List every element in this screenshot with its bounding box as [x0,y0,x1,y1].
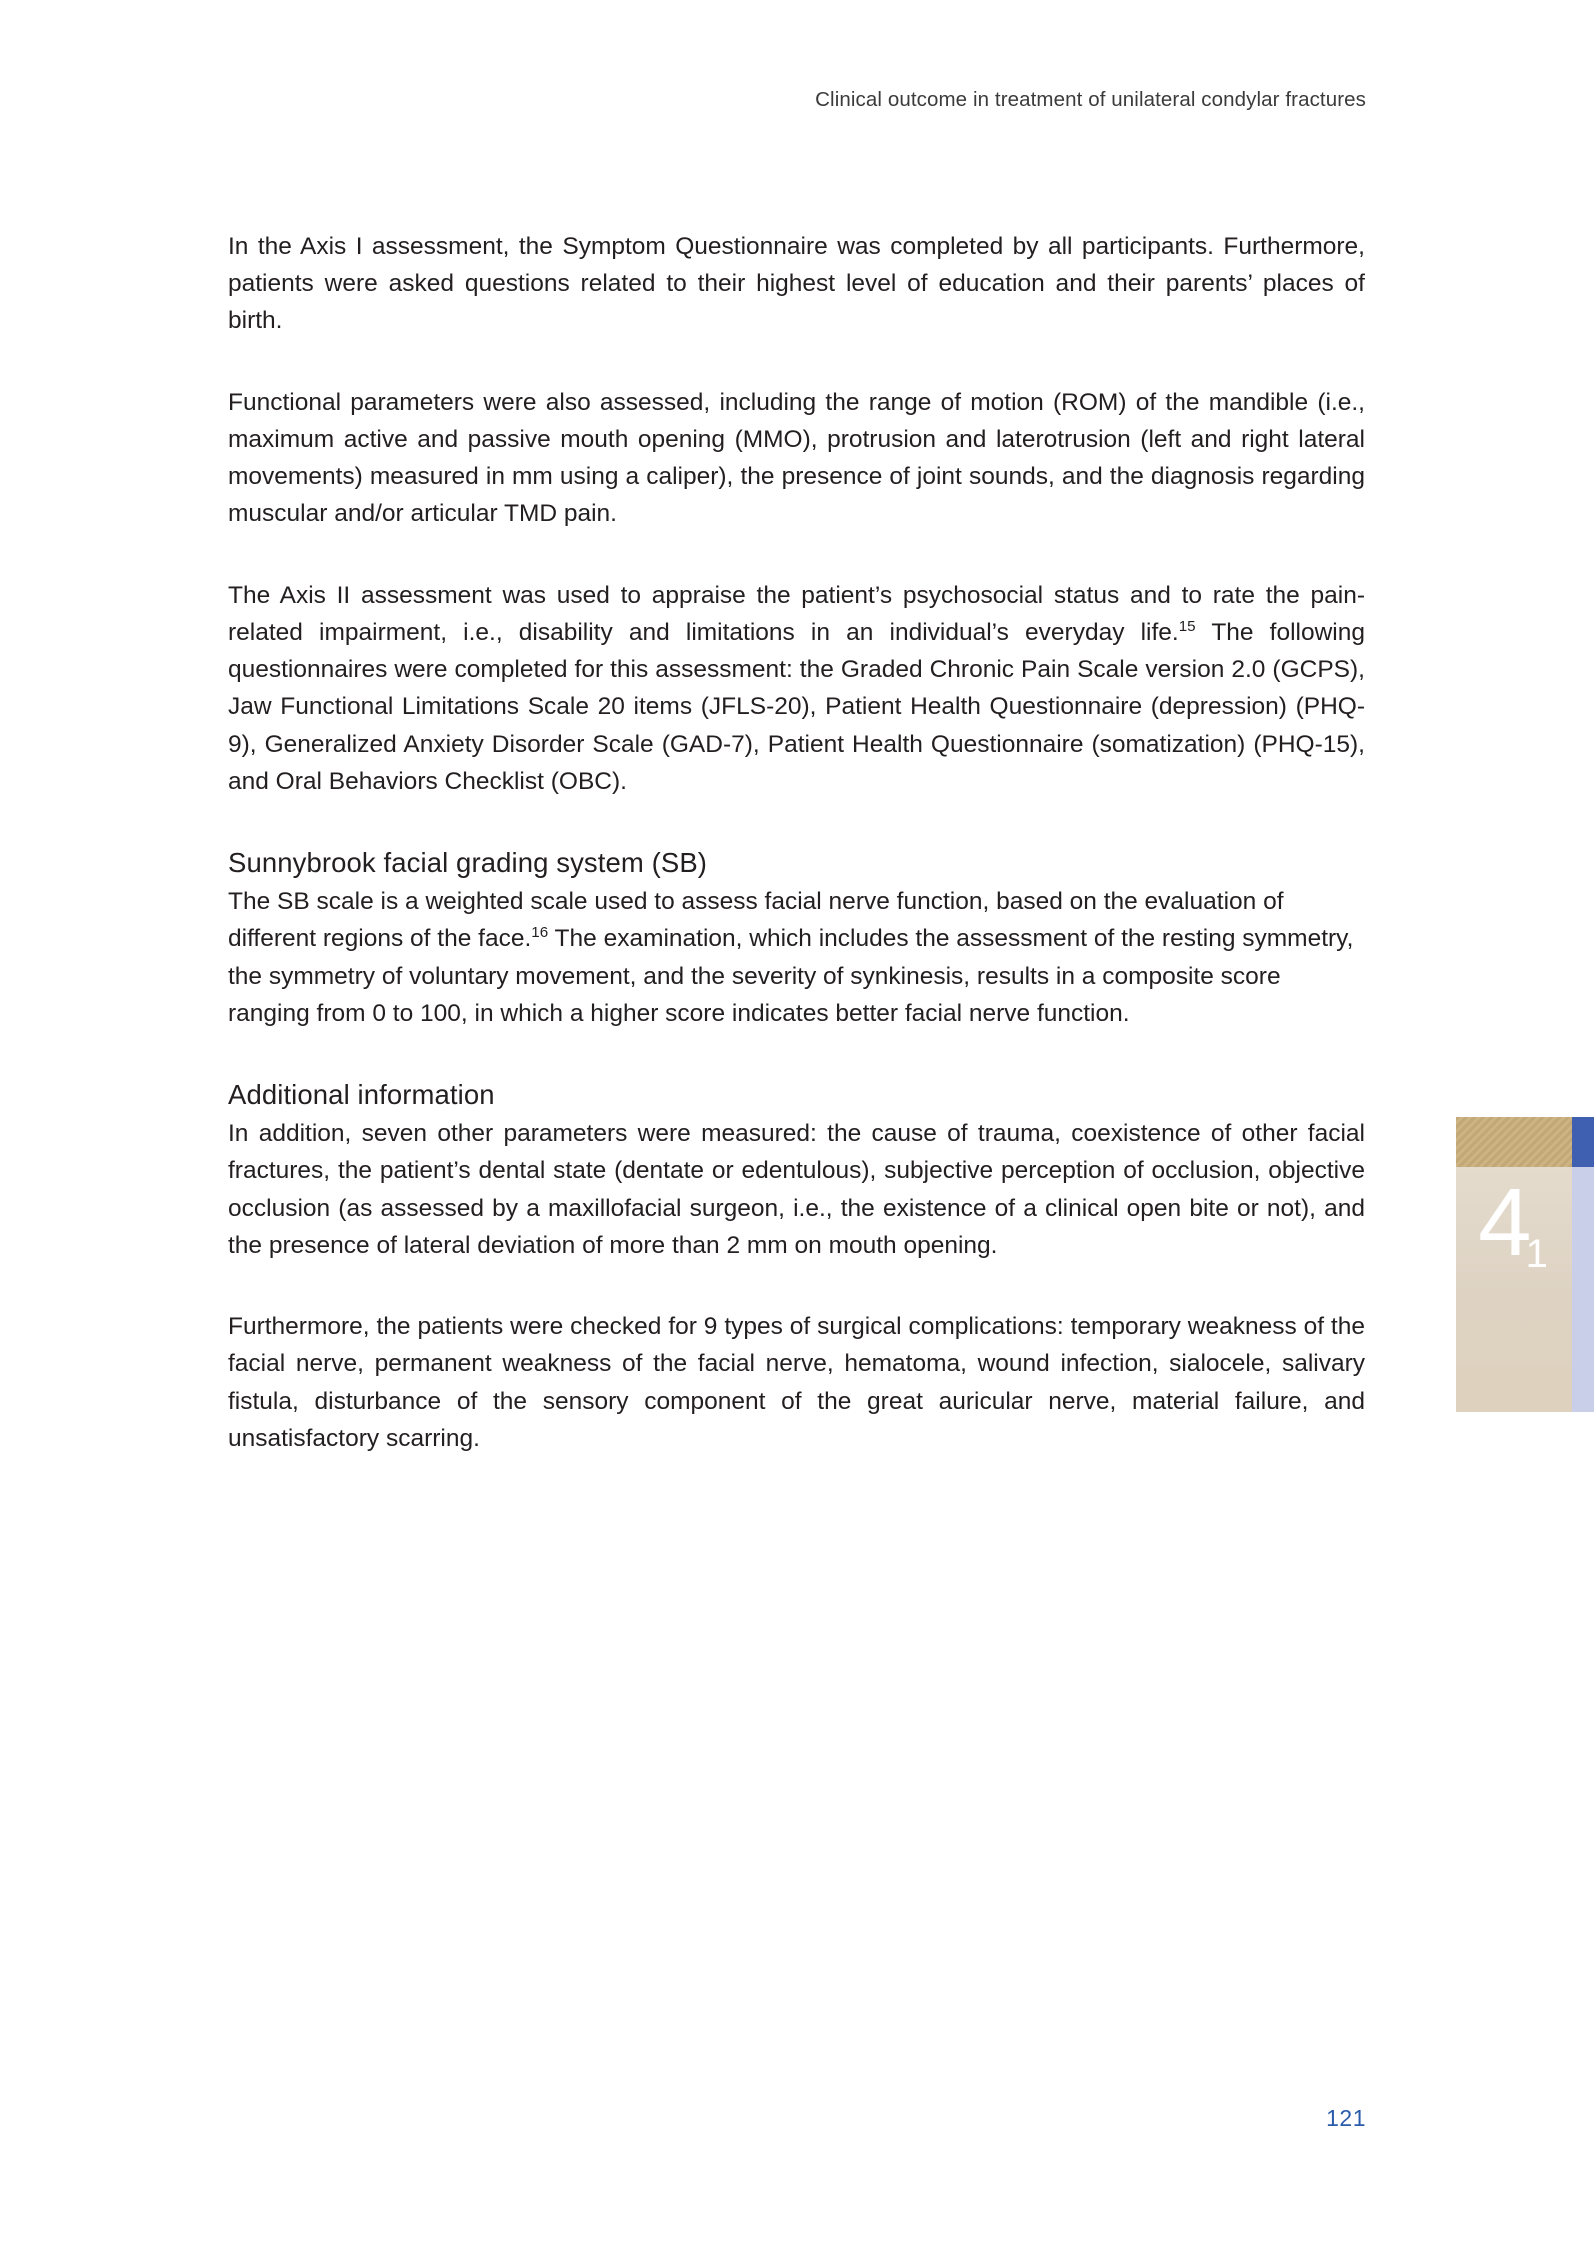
paragraph-sunnybrook [228,883,1365,1032]
paragraph-axis-ii [228,577,1365,800]
reference-marker-15: 15 [1178,617,1196,635]
paragraph-additional-information: In addition, seven other parameters were measured: the cause of trauma, coexistence of other facial fractures, the patient’s dental state (dentate or edentulous), subjective perception of occlusion, objective occlusion (as assessed by a maxillofacial surgeon, i.e., the existence of a clinical open bite or not), and the presence of lateral deviation of more than 2 mm on mouth opening. [228,1120,1365,1259]
running-head: Clinical outcome in treatment of unilateral condylar fractures [815,88,1366,111]
chapter-tab-accent-bar [1572,1117,1594,1412]
heading-additional-information: Additional information [228,1079,495,1111]
body-content [228,228,1365,1457]
chapter-number [1456,1169,1572,1276]
sunnybrook-text-part2: The examination, which includes the assessment of the resting symmetry, the symmetry of voluntary movement, and the severity of synkinesis, results in a composite score ranging from 0 to 100, in which a higher score indicates better facial nerve function. [228,925,1354,1027]
chapter-number-sub: 1 [1525,1232,1546,1276]
axis-ii-text-part2: The following questionnaires were completed for this assessment: the Graded Chronic Pain Scale version 2.0 (GCPS), Jaw Functional Limitations Scale 20 items (JFLS-20), Patient Health Questionnaire (depression) (PHQ-9), Generalized Anxiety Disorder Scale (GAD-7), Patient Health Questionnaire (somatization) (PHQ-15), and Oral Behaviors Checklist (OBC). [228,618,1365,795]
chapter-number-main: 4 [1478,1169,1530,1276]
axis-ii-text-part1: The Axis II assessment was used to appraise the patient’s psychosocial status and to rate the pain-related impairment, i.e., disability and limitations in an individual’s everyday life. [228,581,1365,646]
paragraph-functional-parameters: Functional parameters were also assessed, including the range of motion (ROM) of the mandible (i.e., maximum active and passive mouth opening (MMO), protrusion and laterotrusion (left and right lateral movements) measured in mm using a caliper), the presence of joint sounds, and the diagnosis regarding muscular and/or articular TMD pain. [228,388,1365,528]
sunnybrook-text-part1: The SB scale is a weighted scale used to assess facial nerve function, based on the evaluation of different regions of the face. [228,888,1284,953]
chapter-tab [1456,1117,1594,1412]
heading-sunnybrook: Sunnybrook facial grading system (SB) [228,847,708,879]
paragraph-axis-i: In the Axis I assessment, the Symptom Questionnaire was completed by all participants. Furthermore, patients were asked questions related to their highest level of education and their parents’ places of birth. [228,233,1365,335]
page-number: 121 [1326,2105,1366,2131]
reference-marker-16: 16 [531,924,549,942]
paragraph-complications: Furthermore, the patients were checked for 9 types of surgical complications: temporary weakness of the facial nerve, permanent weakness of the facial nerve, hematoma, wound infection, sialocele, salivary fistula, disturbance of the sensory component of the great auricular nerve, material failure, and unsatisfactory scarring. [228,1313,1365,1452]
chapter-tab-gold-band [1456,1117,1572,1167]
